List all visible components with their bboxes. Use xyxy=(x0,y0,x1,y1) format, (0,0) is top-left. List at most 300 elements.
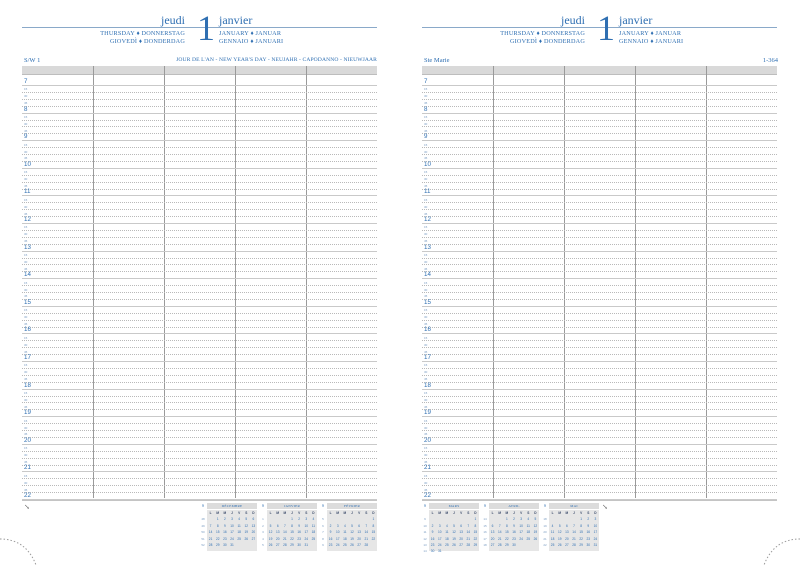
mini-calendar-weekday: J xyxy=(453,511,455,515)
mini-calendar-weekday: M xyxy=(283,511,287,515)
mini-calendar-week-number: 50 xyxy=(201,530,205,535)
hour-label: 9 xyxy=(424,133,428,141)
quarter-line xyxy=(422,99,777,100)
mini-calendar-week-number: 19 xyxy=(543,523,547,528)
hour-line xyxy=(22,140,377,141)
mini-calendar-weekday: M xyxy=(216,511,220,515)
mini-calendar-day: 21 xyxy=(364,536,369,541)
minute-label: 30 xyxy=(424,397,428,402)
minute-label: 45 xyxy=(424,184,428,188)
mini-calendar-week-number: 48 xyxy=(201,517,205,522)
bookmark-arrow-icon: ↘ xyxy=(602,503,608,511)
weekday-translations xyxy=(100,30,185,46)
mini-calendar-day: 10 xyxy=(437,530,442,535)
mini-calendar-day: 11 xyxy=(550,530,555,535)
mini-calendar-week-number: 9 xyxy=(424,517,426,522)
mini-calendar-day: 19 xyxy=(244,530,249,535)
minute-label: 30 xyxy=(24,204,28,209)
mini-calendar-day: 8 xyxy=(216,523,219,528)
minute-label: 15 xyxy=(24,253,28,257)
quarter-line xyxy=(22,327,377,328)
mini-calendar-weekday: L xyxy=(431,511,434,515)
mini-calendar-day: 7 xyxy=(365,523,368,528)
mini-calendar-day: 31 xyxy=(437,549,442,554)
mini-calendar-day: 26 xyxy=(452,543,456,547)
mini-calendar-day: 24 xyxy=(437,543,442,547)
minute-label: 15 xyxy=(424,473,428,478)
minute-label: 45 xyxy=(24,156,28,161)
mini-calendar-day: 6 xyxy=(358,523,361,528)
minute-label: 30 xyxy=(24,287,28,292)
left-schedule-grid[interactable] xyxy=(22,66,377,498)
minute-label: 15 xyxy=(424,115,428,119)
saint-of-day-label: Ste Marie xyxy=(424,57,450,64)
minute-label: 15 xyxy=(24,87,28,92)
minute-label: 15 xyxy=(24,308,28,313)
weekday-translation-line: GIOVEDÌ ♦ DONDERDAG xyxy=(109,38,185,45)
left-date-header xyxy=(22,8,377,48)
minute-label: 45 xyxy=(424,101,428,106)
mini-calendar-day: 23 xyxy=(512,536,516,541)
mini-calendar-day: 22 xyxy=(290,536,294,541)
quarter-line xyxy=(422,368,777,369)
minute-label: 45 xyxy=(24,404,28,409)
quarter-line xyxy=(422,423,777,424)
quarter-line xyxy=(422,340,777,341)
minute-label: 45 xyxy=(24,128,28,133)
minute-label: 45 xyxy=(424,239,428,244)
mini-calendar-day: 13 xyxy=(565,530,569,535)
quarter-line xyxy=(422,264,777,265)
mini-calendar-day: 19 xyxy=(452,536,456,541)
quarter-line xyxy=(422,258,777,259)
day-column-divider xyxy=(706,66,707,498)
month-name: janvier xyxy=(619,13,653,27)
mini-calendar-day: 27 xyxy=(459,543,463,547)
mini-calendar-day: 18 xyxy=(311,530,316,535)
mini-calendar-weekday: S xyxy=(467,511,470,515)
quarter-line xyxy=(422,402,777,403)
grid-header-bar xyxy=(422,66,777,74)
mini-calendar-day: 30 xyxy=(430,549,435,554)
hour-label: 14 xyxy=(24,271,31,279)
quarter-line xyxy=(22,237,377,238)
minute-label: 45 xyxy=(24,322,28,326)
mini-calendar-day: 27 xyxy=(357,543,361,547)
mini-calendar-day: 6 xyxy=(276,523,279,528)
mini-calendar-day: 7 xyxy=(573,523,575,528)
mini-calendar-day: 26 xyxy=(533,536,538,541)
quarter-line xyxy=(22,465,377,466)
quarter-line xyxy=(22,485,377,486)
weekday-translations xyxy=(500,30,585,46)
mini-calendar-décembre xyxy=(200,503,257,551)
mini-calendar-week-number: 49 xyxy=(201,523,205,528)
quarter-line xyxy=(22,313,377,314)
quarter-line xyxy=(22,271,377,272)
quarter-line xyxy=(22,368,377,369)
quarter-line xyxy=(22,437,377,438)
mini-calendar-day: 8 xyxy=(505,523,508,528)
mini-calendar-day: 21 xyxy=(572,536,576,541)
quarter-line xyxy=(22,430,377,431)
mini-calendar-day: 2 xyxy=(587,517,590,522)
right-date-header xyxy=(422,8,777,48)
quarter-line xyxy=(422,354,777,355)
quarter-line xyxy=(422,92,777,93)
bookmark-arrow-icon: ↘ xyxy=(24,503,30,511)
mini-calendar-day: 4 xyxy=(445,523,448,528)
minute-label: 45 xyxy=(424,156,428,161)
weekday-translation-line: THURSDAY ♦ DONNERSTAG xyxy=(500,30,585,37)
right-schedule-grid[interactable] xyxy=(422,66,777,498)
minute-label: 30 xyxy=(24,121,28,126)
mini-calendar-weekday: S xyxy=(305,511,308,515)
mini-calendar-day: 10 xyxy=(304,523,309,528)
month-translation-line: JANUARY ♦ JANUAR xyxy=(219,30,282,37)
mini-calendar-day: 13 xyxy=(251,523,256,528)
quarter-line xyxy=(422,147,777,148)
mini-calendar-day: 13 xyxy=(275,530,280,535)
minute-label: 45 xyxy=(424,404,428,409)
minute-label: 15 xyxy=(24,197,28,202)
mini-calendar-day: 27 xyxy=(490,543,495,547)
mini-calendar-week-numbers xyxy=(482,510,488,551)
mini-calendar-day: 15 xyxy=(371,530,376,535)
corner-stitch-decoration xyxy=(0,525,40,565)
mini-calendar-day: 13 xyxy=(459,530,463,535)
quarter-line xyxy=(422,382,777,383)
hour-label: 15 xyxy=(24,298,31,306)
week-label: S/W 1 xyxy=(24,57,41,64)
hour-label: 22 xyxy=(24,492,31,499)
quarter-line xyxy=(22,478,377,479)
minute-label: 30 xyxy=(24,177,28,182)
mini-calendar-week-numbers xyxy=(260,510,266,551)
mini-calendar-day: 25 xyxy=(343,543,347,547)
minute-label: 30 xyxy=(424,94,428,99)
mini-calendar-day: 9 xyxy=(513,523,515,528)
mini-calendar-day: 17 xyxy=(437,536,442,541)
minute-label: 15 xyxy=(424,253,428,257)
day-number: 1 xyxy=(597,8,615,48)
mini-calendar-week-number: 5 xyxy=(262,543,264,547)
mini-calendar-month-title: DÉCEMBRE xyxy=(207,503,257,509)
quarter-line xyxy=(422,292,777,293)
quarter-line xyxy=(22,106,377,107)
mini-calendar-day: 15 xyxy=(290,530,294,535)
minute-label: 45 xyxy=(424,460,428,464)
mini-calendar-day: 3 xyxy=(336,523,339,528)
hour-label: 17 xyxy=(24,354,31,361)
mini-calendar-day: 14 xyxy=(364,530,369,535)
mini-calendar-day: 3 xyxy=(231,517,233,522)
minute-label: 15 xyxy=(424,363,428,368)
hour-label: 17 xyxy=(424,354,431,361)
quarter-line xyxy=(22,292,377,293)
mini-calendar-weekday: S xyxy=(587,511,590,515)
mini-calendar-weekday: L xyxy=(491,511,494,515)
mini-calendar-day: 5 xyxy=(534,517,537,522)
mini-calendar-week-numbers xyxy=(542,510,548,551)
minute-label: 45 xyxy=(24,487,28,492)
day-column-divider xyxy=(306,66,307,498)
mini-calendar-day: 11 xyxy=(311,523,316,528)
minute-label: 30 xyxy=(424,315,428,320)
mini-calendar-day: 3 xyxy=(438,523,441,528)
hour-label: 8 xyxy=(24,105,28,113)
quarter-line xyxy=(422,313,777,314)
mini-calendar-day: 29 xyxy=(290,543,294,547)
quarter-line xyxy=(422,209,777,210)
minute-label: 45 xyxy=(24,184,28,188)
mini-calendar-weekday: L xyxy=(269,511,272,515)
mini-calendar-weekday: D xyxy=(372,511,375,515)
mini-calendar-day: 20 xyxy=(565,536,569,541)
mini-calendar-weekday: V xyxy=(238,511,241,515)
mini-calendar-day: 15 xyxy=(505,530,509,535)
mini-calendar-day: 22 xyxy=(579,536,583,541)
hour-line xyxy=(422,195,777,196)
mini-calendar-body xyxy=(429,510,479,554)
mini-calendar-day: 17 xyxy=(230,530,234,535)
quarter-line xyxy=(422,451,777,452)
minute-label: 15 xyxy=(24,170,28,175)
mini-calendar-week-number: 15 xyxy=(483,523,487,528)
month-translations xyxy=(219,30,283,46)
day-column-divider xyxy=(493,66,494,498)
hour-line xyxy=(22,85,377,86)
quarter-line xyxy=(22,285,377,286)
mini-calendar-weekday: D xyxy=(534,511,537,515)
mini-calendar-day: 1 xyxy=(216,517,219,522)
mini-calendar-day: 28 xyxy=(497,543,502,547)
mini-calendar-weekday: M xyxy=(505,511,509,515)
minute-label: 30 xyxy=(24,94,28,99)
quarter-line xyxy=(422,154,777,155)
quarter-line xyxy=(422,409,777,410)
mini-calendar-day: 8 xyxy=(291,523,293,528)
mini-calendar-week-header: S xyxy=(483,503,487,508)
mini-calendar-day: 20 xyxy=(459,536,463,541)
mini-calendar-day: 2 xyxy=(431,523,434,528)
mini-calendar-day: 6 xyxy=(491,523,494,528)
quarter-line xyxy=(422,175,777,176)
mini-calendar-body xyxy=(267,510,317,551)
mini-calendar-day: 16 xyxy=(223,530,227,535)
quarter-line xyxy=(22,133,377,134)
day-count-label: 1-364 xyxy=(762,57,778,64)
mini-calendar-day: 1 xyxy=(474,517,477,522)
quarter-line xyxy=(422,320,777,321)
minute-label: 15 xyxy=(24,335,28,340)
mini-calendar-weekday: D xyxy=(474,511,477,515)
holiday-label: JOUR DE L'AN - NEW YEAR'S DAY - NEUJAHR - CAPODANNO - NIEUWJAAR xyxy=(176,57,377,63)
mini-calendar-weekday: D xyxy=(312,511,315,515)
minute-label: 15 xyxy=(424,446,428,451)
day-column-divider xyxy=(564,66,565,498)
hour-line xyxy=(22,333,377,334)
mini-calendar-day: 9 xyxy=(329,530,332,535)
minute-label: 30 xyxy=(24,149,28,154)
mini-calendar-day: 9 xyxy=(587,523,590,528)
minute-label: 15 xyxy=(24,418,28,423)
minute-label: 30 xyxy=(424,342,428,347)
mini-calendar-day: 5 xyxy=(558,523,561,528)
mini-calendar-day: 20 xyxy=(275,536,280,541)
mini-calendar-day: 28 xyxy=(572,543,576,547)
hour-line xyxy=(22,471,377,472)
mini-calendar-day: 29 xyxy=(505,543,509,547)
minute-label: 15 xyxy=(424,225,428,230)
mini-calendar-day: 20 xyxy=(357,536,361,541)
quarter-line xyxy=(22,154,377,155)
mini-calendar-day: 18 xyxy=(445,536,449,541)
minute-label: 15 xyxy=(24,115,28,119)
mini-calendar-weekday: S xyxy=(527,511,530,515)
mini-calendar-day: 14 xyxy=(497,530,502,535)
mini-calendar-week-number: 13 xyxy=(423,543,427,547)
hour-line xyxy=(22,223,377,224)
mini-calendar-week-number: 10 xyxy=(423,523,427,528)
mini-calendar-weekday: M xyxy=(565,511,569,515)
hour-label: 13 xyxy=(424,243,431,251)
minute-label: 30 xyxy=(424,480,428,485)
mini-calendar-day: 24 xyxy=(230,536,234,541)
hour-label: 9 xyxy=(24,133,28,141)
quarter-line xyxy=(22,120,377,121)
mini-calendar-day: 22 xyxy=(371,536,376,541)
mini-calendar-day: 9 xyxy=(298,523,301,528)
mini-calendar-day: 25 xyxy=(311,536,316,541)
mini-calendar-weekday: J xyxy=(573,511,575,515)
mini-calendar-day: 17 xyxy=(304,530,309,535)
mini-calendar-day: 30 xyxy=(512,543,516,547)
mini-calendar-week-number: 18 xyxy=(543,517,547,522)
mini-calendar-week-number: 8 xyxy=(322,536,324,541)
minute-label: 15 xyxy=(24,280,28,285)
quarter-line xyxy=(422,327,777,328)
mini-calendar-week-number: 7 xyxy=(322,530,324,535)
mini-calendar-day: 9 xyxy=(431,530,434,535)
mini-calendar-day: 4 xyxy=(312,517,315,522)
minute-label: 45 xyxy=(24,239,28,244)
weekday-name: jeudi xyxy=(561,13,585,27)
day-column-divider xyxy=(164,66,165,498)
hour-label: 10 xyxy=(24,160,31,168)
mini-calendar-body xyxy=(207,510,257,551)
hour-label: 16 xyxy=(24,326,31,334)
mini-calendar-week-number: 9 xyxy=(322,543,324,547)
mini-calendar-day: 24 xyxy=(519,536,523,541)
mini-calendar-day: 14 xyxy=(572,530,576,535)
mini-calendar-month-title: FÉVRIER xyxy=(327,503,377,509)
mini-calendar-month-title: MARS xyxy=(429,503,479,509)
quarter-line xyxy=(22,230,377,231)
minute-label: 30 xyxy=(24,425,28,430)
quarter-line xyxy=(22,320,377,321)
mini-calendar-week-numbers xyxy=(200,510,206,551)
hour-line xyxy=(22,389,377,390)
month-translation-line: JANUARY ♦ JANUAR xyxy=(619,30,682,37)
quarter-line xyxy=(422,120,777,121)
quarter-line xyxy=(22,264,377,265)
mini-calendar-day: 1 xyxy=(372,517,375,522)
mini-calendar-weekday: M xyxy=(558,511,562,515)
mini-calendar-day: 6 xyxy=(460,523,463,528)
minute-label: 45 xyxy=(24,211,28,216)
minute-label: 45 xyxy=(24,294,28,299)
quarter-line xyxy=(422,458,777,459)
minute-label: 15 xyxy=(424,170,428,175)
mini-calendar-weekday: M xyxy=(498,511,502,515)
minute-label: 30 xyxy=(24,259,28,264)
mini-calendar-day: 31 xyxy=(230,543,234,547)
mini-calendar-day: 28 xyxy=(466,543,471,547)
mini-calendar-day: 11 xyxy=(343,530,347,535)
minute-label: 30 xyxy=(24,370,28,375)
mini-calendar-day: 30 xyxy=(297,543,301,547)
mini-calendar-day: 2 xyxy=(513,517,515,522)
minute-label: 15 xyxy=(24,391,28,395)
quarter-line xyxy=(422,126,777,127)
mini-calendar-weekday: J xyxy=(513,511,515,515)
mini-calendar-day: 28 xyxy=(208,543,213,547)
mini-calendar-day: 4 xyxy=(343,523,346,528)
quarter-line xyxy=(422,202,777,203)
hour-label: 7 xyxy=(24,78,28,85)
mini-calendar-day: 7 xyxy=(467,523,470,528)
hour-line xyxy=(422,444,777,445)
minute-label: 30 xyxy=(424,121,428,126)
mini-calendar-week-number: 5 xyxy=(322,517,324,522)
month-translations xyxy=(619,30,683,46)
minute-label: 15 xyxy=(424,308,428,313)
minute-label: 30 xyxy=(24,397,28,402)
mini-calendar-day: 18 xyxy=(343,536,347,541)
mini-calendar-day: 2 xyxy=(298,517,301,522)
month-translation-line: GENNAIO ♦ JANUARI xyxy=(219,38,284,45)
hour-label: 11 xyxy=(24,188,31,196)
mini-calendar-week-number: 1 xyxy=(262,517,264,522)
quarter-line xyxy=(422,347,777,348)
hour-label: 13 xyxy=(24,243,31,251)
mini-calendar-body xyxy=(549,510,599,551)
minute-label: 30 xyxy=(424,232,428,237)
quarter-line xyxy=(22,99,377,100)
mini-calendar-day: 7 xyxy=(209,523,212,528)
right-page xyxy=(400,0,800,566)
mini-calendar-day: 30 xyxy=(223,543,227,547)
quarter-line xyxy=(422,375,777,376)
mini-calendar-day: 14 xyxy=(208,530,213,535)
quarter-line xyxy=(422,478,777,479)
mini-calendar-day: 3 xyxy=(305,517,308,522)
hour-line xyxy=(22,361,377,362)
mini-calendar-month-title: JANVIER xyxy=(267,503,317,509)
quarter-line xyxy=(22,209,377,210)
quarter-line xyxy=(22,458,377,459)
mini-calendar-day: 9 xyxy=(223,523,226,528)
month-translation-line: GENNAIO ♦ JANUARI xyxy=(619,38,684,45)
mini-calendar-day: 7 xyxy=(498,523,501,528)
mini-calendar-week-header: S xyxy=(201,503,205,508)
mini-calendar-day: 22 xyxy=(215,536,220,541)
mini-calendar-week-numbers xyxy=(422,510,428,554)
mini-calendar-day: 23 xyxy=(223,536,227,541)
quarter-line xyxy=(22,382,377,383)
quarter-line xyxy=(22,202,377,203)
